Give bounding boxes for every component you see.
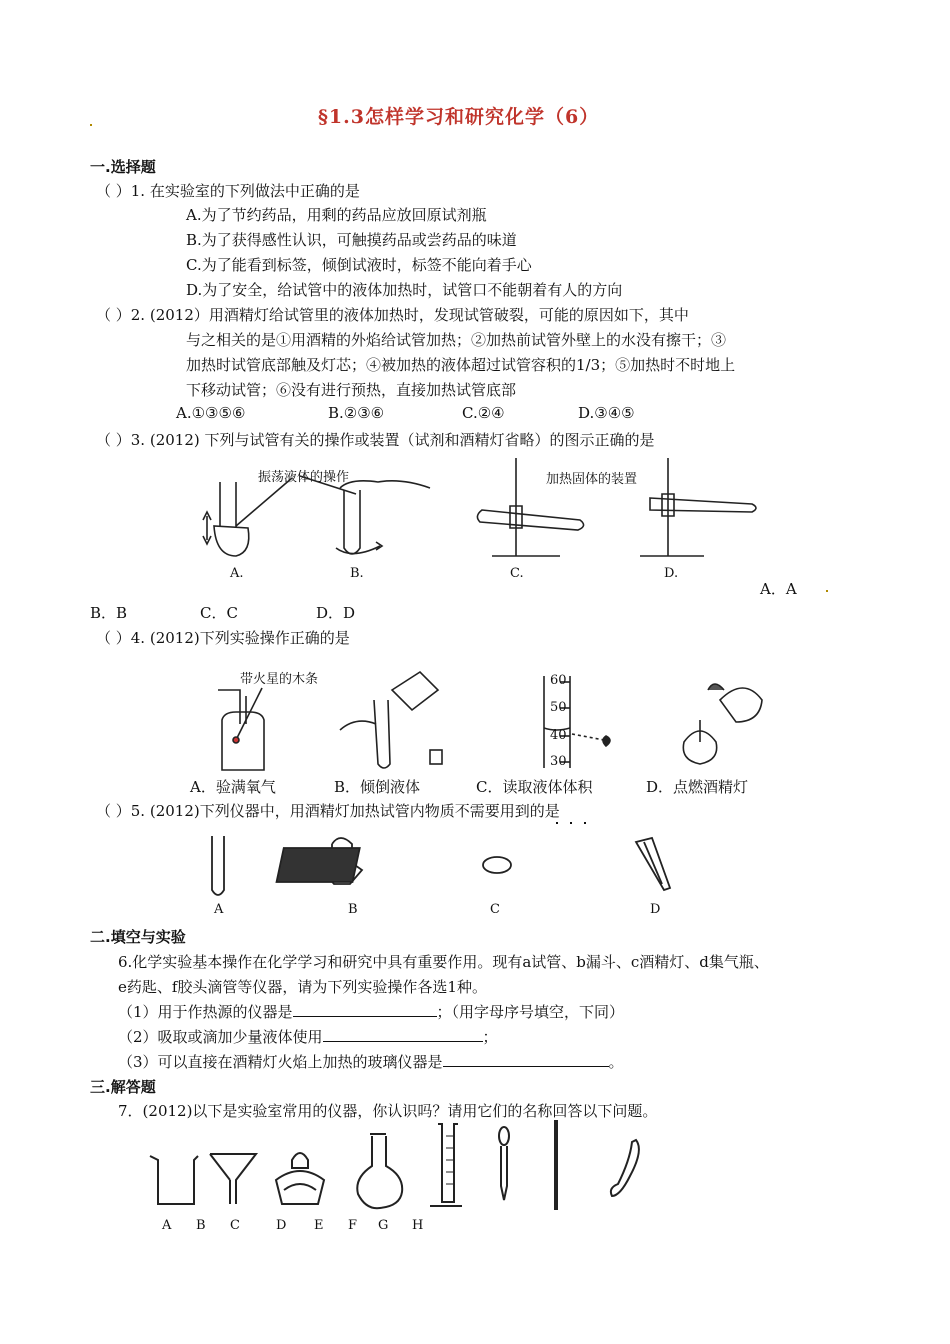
- q3-figure-label-b: B.: [350, 566, 364, 581]
- q7-label-c: C: [230, 1218, 240, 1233]
- q3-figure-label-d: D.: [664, 566, 679, 581]
- section-heading-answer: 三.解答题: [90, 1078, 156, 1096]
- q3-option-a: A．A: [760, 580, 797, 598]
- q4-scale-60: 60: [550, 673, 567, 688]
- q6-answer-blank-2[interactable]: [323, 1027, 483, 1042]
- q7-label-b: B: [196, 1218, 206, 1233]
- q4-scale-40: 40: [550, 728, 567, 743]
- q6-line-1: 6.化学实验基本操作在化学学习和研究中具有重要作用。现有a试管、b漏斗、c酒精灯、d集气瓶、: [118, 953, 769, 971]
- q7-label-f: F: [348, 1218, 358, 1233]
- q2-line-4: 下移动试管；⑥没有进行预热，直接加热试管底部: [186, 381, 517, 399]
- stray-mark: [90, 124, 92, 126]
- q4-scale-30: 30: [550, 754, 567, 769]
- q5-stem: （ ）5. (2012)下列仪器中，用酒精灯加热试管内物质不需要用到的是: [96, 802, 560, 820]
- q1-option-d: D.为了安全，给试管中的液体加热时，试管口不能朝着有人的方向: [186, 281, 623, 299]
- q6-part-2: [118, 1026, 498, 1047]
- q4-option-d: D．点燃酒精灯: [646, 778, 749, 796]
- q1-stem: （ ）1. 在实验室的下列做法中正确的是: [96, 182, 360, 200]
- q2-option-c: C.②④: [462, 404, 505, 422]
- q2-line-1: （ ）2. (2012）用酒精灯给试管里的液体加热时，发现试管破裂，可能的原因如下，其中: [96, 306, 689, 324]
- section-heading-fill: 二.填空与实验: [90, 928, 186, 946]
- q2-option-a: A.①③⑤⑥: [176, 404, 246, 422]
- q6-part-1: [118, 1001, 624, 1022]
- q5-label-c: C: [490, 902, 500, 917]
- q6-answer-blank-1[interactable]: [293, 1002, 437, 1017]
- q5-label-b: B: [348, 902, 358, 917]
- q7-label-g: G: [378, 1218, 389, 1233]
- q1-option-c: C.为了能看到标签，倾倒试液时，标签不能向着手心: [186, 256, 532, 274]
- page-title: §1.3怎样学习和研究化学（6）: [318, 106, 600, 128]
- q6-part-3-suffix: 。: [608, 1053, 624, 1071]
- q3-option-c: C．C: [200, 604, 238, 622]
- q3-option-d: D．D: [316, 604, 356, 622]
- q4-option-b: B．倾倒液体: [334, 778, 421, 796]
- q3-stem: （ ）3. (2012) 下列与试管有关的操作或装置（试剂和酒精灯省略）的图示正确的是: [96, 431, 655, 449]
- emphasis-dot: [556, 822, 558, 824]
- q6-answer-blank-3[interactable]: [443, 1052, 609, 1067]
- q1-option-a: A.为了节约药品，用剩的药品应放回原试剂瓶: [186, 206, 487, 224]
- q6-part-3-prompt: （3）可以直接在酒精灯火焰上加热的玻璃仪器是: [118, 1053, 443, 1071]
- q3-figure-label-a: A.: [230, 566, 244, 581]
- q6-part-2-suffix: ；: [482, 1028, 498, 1046]
- q4-option-c: C．读取液体体积: [476, 778, 593, 796]
- q2-option-d: D.③④⑤: [578, 404, 635, 422]
- q4-stem: （ ）4. (2012)下列实验操作正确的是: [96, 629, 350, 647]
- q2-line-3: 加热时试管底部触及灯芯；④被加热的液体超过试管容积的1/3；⑤加热时不时地上: [186, 356, 736, 374]
- q2-line-2: 与之相关的是①用酒精的外焰给试管加热；②加热前试管外壁上的水没有擦干；③: [186, 331, 727, 349]
- emphasis-dot: [584, 822, 586, 824]
- q2-option-b: B.②③⑥: [328, 404, 385, 422]
- q6-part-3: [118, 1051, 624, 1072]
- q6-part-2-prompt: （2）吸取或滴加少量液体使用: [118, 1028, 323, 1046]
- q7-label-a: A: [162, 1218, 172, 1233]
- q6-part-1-suffix: ；（用字母序号填空，下同）: [436, 1003, 625, 1021]
- q7-label-d: D: [276, 1218, 287, 1233]
- q3-figure-caption-heat: 加热固体的装置: [546, 472, 638, 487]
- q4-option-a: A．验满氧气: [190, 778, 276, 796]
- q5-label-d: D: [650, 902, 661, 917]
- q3-option-b: B．B: [90, 604, 128, 622]
- q3-figure-caption-shake: 振荡液体的操作: [258, 470, 350, 485]
- q4-scale-50: 50: [550, 700, 567, 715]
- section-heading-choice: 一.选择题: [90, 158, 156, 176]
- q7-label-h: H: [412, 1218, 424, 1233]
- stray-mark: [826, 590, 828, 592]
- q7-label-e: E: [314, 1218, 324, 1233]
- q5-label-a: A: [214, 902, 224, 917]
- emphasis-dot: [570, 822, 572, 824]
- q3-figure-label-c: C.: [510, 566, 524, 581]
- q6-line-2: e药匙、f胶头滴管等仪器，请为下列实验操作各选1种。: [118, 978, 487, 996]
- q1-option-b: B.为了获得感性认识，可触摸药品或尝药品的味道: [186, 231, 517, 249]
- q7-stem: 7．(2012)以下是实验室常用的仪器，你认识吗？请用它们的名称回答以下问题。: [118, 1102, 658, 1120]
- q4-figure-caption: 带火星的木条: [240, 672, 319, 687]
- q6-part-1-prompt: （1）用于作热源的仪器是: [118, 1003, 293, 1021]
